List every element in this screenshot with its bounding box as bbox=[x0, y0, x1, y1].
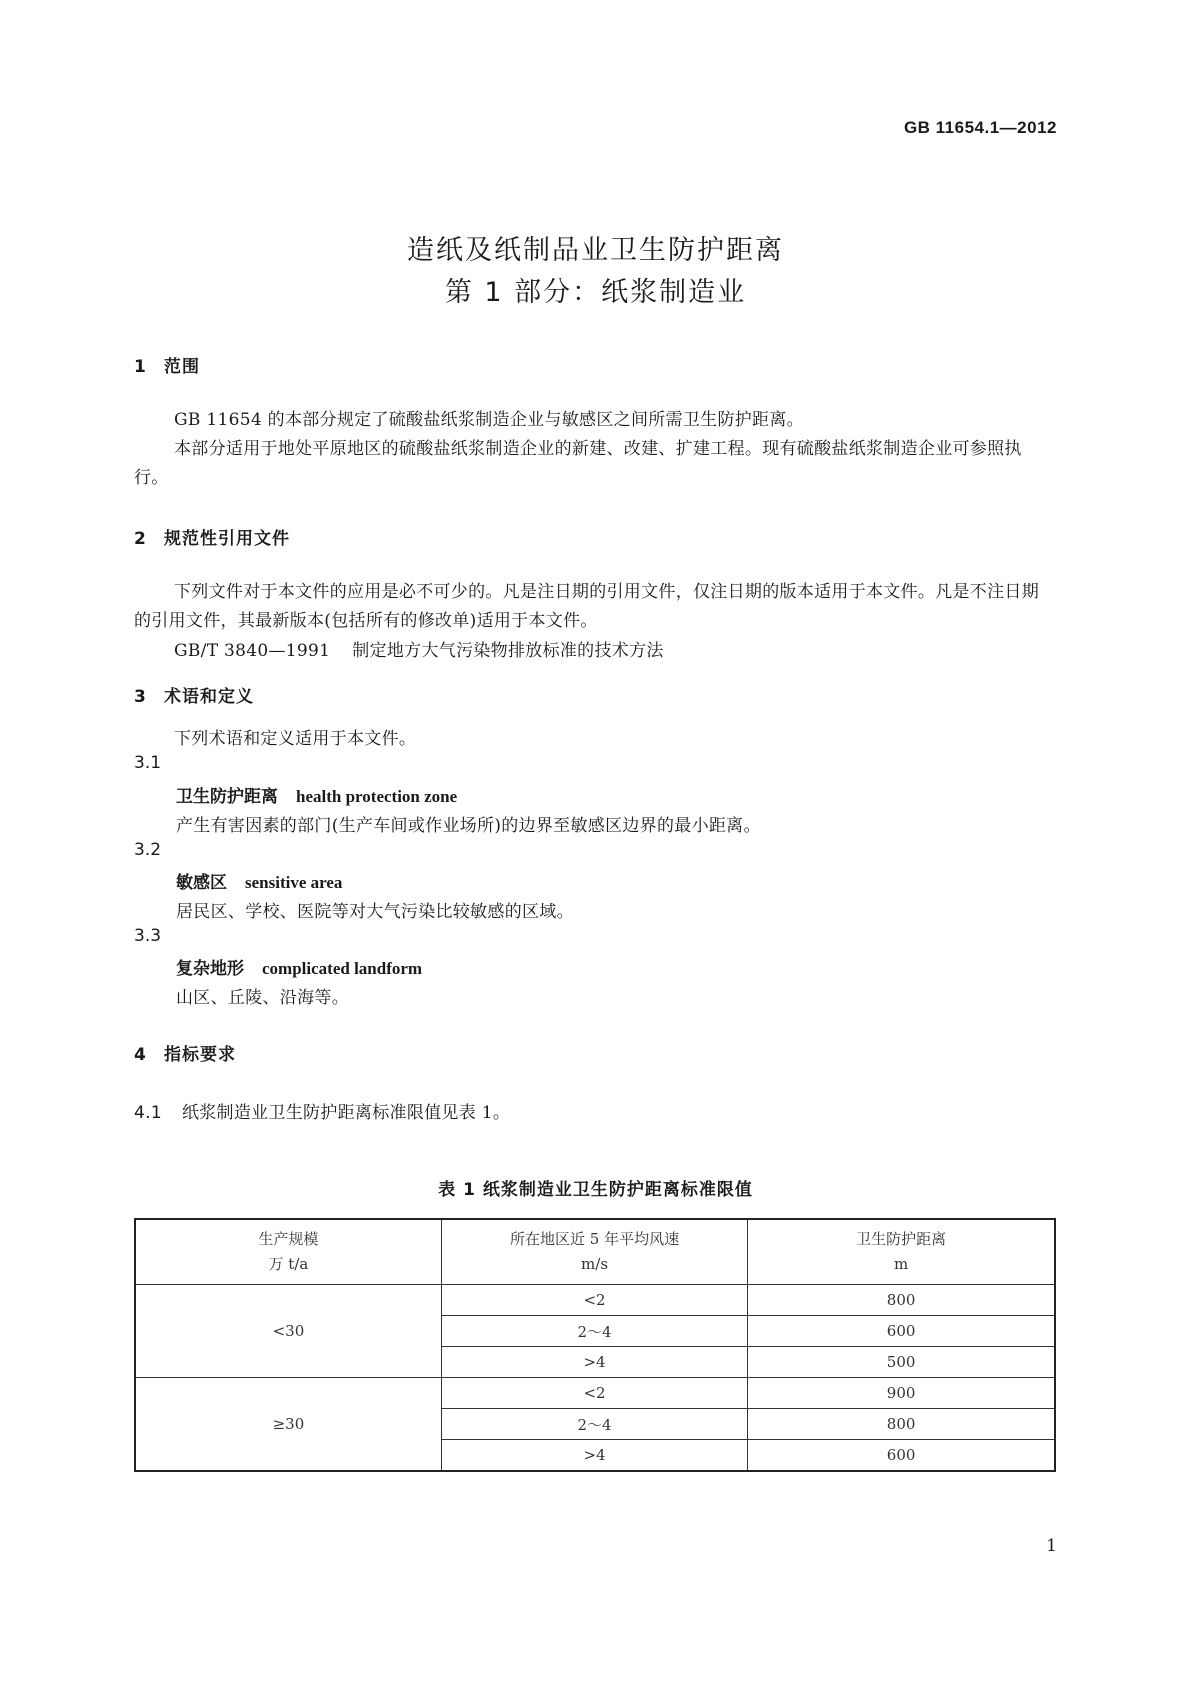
section-4-heading bbox=[134, 1040, 236, 1065]
term-en: sensitive area bbox=[245, 873, 343, 892]
distance-cell: 600 bbox=[748, 1316, 1055, 1347]
wind-cell: >4 bbox=[441, 1440, 747, 1472]
document-title: 造纸及纸制品业卫生防护距离 bbox=[407, 235, 784, 266]
term-number: 3.2 bbox=[134, 840, 162, 860]
term-zh: 敏感区 bbox=[176, 873, 227, 893]
term-definition: 产生有害因素的部门(生产车间或作业场所)的边界至敏感区边界的最小距离。 bbox=[176, 816, 761, 836]
term-heading bbox=[176, 954, 422, 979]
term-zh: 复杂地形 bbox=[176, 959, 244, 979]
section-title: 术语和定义 bbox=[164, 687, 254, 707]
term-heading bbox=[176, 868, 342, 893]
table-header-row bbox=[135, 1219, 1055, 1285]
clause-text: 纸浆制造业卫生防护距离标准限值见表 1。 bbox=[181, 1103, 511, 1123]
wind-cell: 2～4 bbox=[441, 1316, 747, 1347]
term-zh: 卫生防护距离 bbox=[176, 787, 278, 807]
reference-title: 制定地方大气污染物排放标准的技术方法 bbox=[352, 641, 664, 661]
wind-cell: <2 bbox=[441, 1378, 747, 1409]
header-name: 生产规模 bbox=[258, 1230, 319, 1248]
reference-code: GB/T 3840—1991 bbox=[174, 641, 331, 661]
header-unit: 万 t/a bbox=[268, 1255, 309, 1273]
section-3-intro: 下列术语和定义适用于本文件。 bbox=[174, 729, 417, 749]
distance-cell: 500 bbox=[748, 1347, 1055, 1378]
term-number: 3.3 bbox=[134, 926, 162, 946]
section-1-para-2: 本部分适用于地处平原地区的硫酸盐纸浆制造企业的新建、改建、扩建工程。现有硫酸盐纸浆制造企业可参照执行。 bbox=[134, 439, 1022, 488]
header-unit: m bbox=[893, 1255, 909, 1273]
section-number: 1 bbox=[134, 357, 147, 377]
header-name: 卫生防护距离 bbox=[856, 1230, 947, 1248]
header-cell bbox=[135, 1219, 441, 1285]
section-1-para-1: GB 11654 的本部分规定了硫酸盐纸浆制造企业与敏感区之间所需卫生防护距离。 bbox=[174, 410, 804, 430]
wind-cell: <2 bbox=[441, 1285, 747, 1316]
term-en: complicated landform bbox=[262, 959, 423, 978]
section-number: 2 bbox=[134, 529, 147, 549]
section-title: 范围 bbox=[164, 357, 200, 377]
table-caption: 表 1 纸浆制造业卫生防护距离标准限值 bbox=[438, 1180, 753, 1200]
page-number: 1 bbox=[1046, 1536, 1057, 1556]
section-title: 指标要求 bbox=[164, 1045, 236, 1065]
distance-cell: 800 bbox=[748, 1409, 1055, 1440]
distance-cell: 600 bbox=[748, 1440, 1055, 1472]
distance-cell: 800 bbox=[748, 1285, 1055, 1316]
term-definition: 居民区、学校、医院等对大气污染比较敏感的区域。 bbox=[176, 902, 574, 922]
header-unit: m/s bbox=[581, 1255, 609, 1273]
document-subtitle: 第 1 部分：纸浆制造业 bbox=[444, 277, 747, 308]
table-row bbox=[135, 1285, 1055, 1316]
term-number: 3.1 bbox=[134, 753, 162, 773]
table-row bbox=[135, 1378, 1055, 1409]
header-cell bbox=[441, 1219, 747, 1285]
section-1-heading bbox=[134, 352, 200, 377]
term-en: health protection zone bbox=[296, 787, 458, 806]
wind-cell: 2～4 bbox=[441, 1409, 747, 1440]
section-2-heading bbox=[134, 524, 290, 549]
scale-cell: <30 bbox=[135, 1285, 441, 1378]
scale-cell: ≥30 bbox=[135, 1378, 441, 1472]
section-3-heading bbox=[134, 682, 254, 707]
term-definition: 山区、丘陵、沿海等。 bbox=[176, 988, 349, 1008]
header-cell bbox=[748, 1219, 1055, 1285]
standard-code: GB 11654.1—2012 bbox=[903, 118, 1057, 137]
header-name: 所在地区近 5 年平均风速 bbox=[509, 1230, 680, 1248]
section-title: 规范性引用文件 bbox=[164, 529, 290, 549]
reference-entry bbox=[174, 636, 664, 661]
wind-cell: >4 bbox=[441, 1347, 747, 1378]
section-number: 3 bbox=[134, 687, 147, 707]
section-number: 4 bbox=[134, 1045, 147, 1065]
limits-table bbox=[134, 1218, 1056, 1472]
term-heading bbox=[176, 782, 457, 807]
clause-number: 4.1 bbox=[134, 1103, 162, 1123]
distance-cell: 900 bbox=[748, 1378, 1055, 1409]
clause-4-1 bbox=[134, 1098, 510, 1123]
section-2-para-1: 下列文件对于本文件的应用是必不可少的。凡是注日期的引用文件，仅注日期的版本适用于本文件。凡是不注日期的引用文件，其最新版本(包括所有的修改单)适用于本文件。 bbox=[134, 582, 1039, 631]
